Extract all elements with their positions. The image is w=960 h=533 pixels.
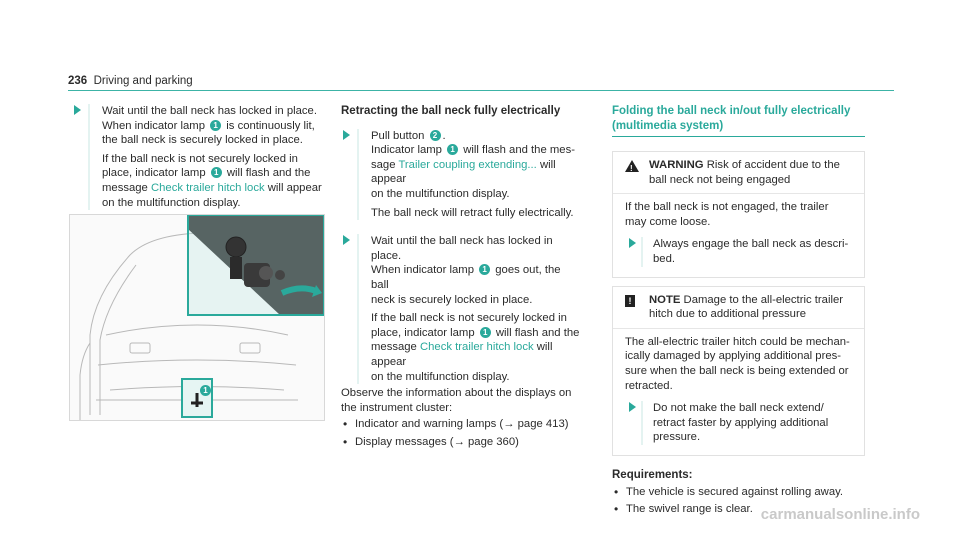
warning-icon xyxy=(625,160,639,172)
indicator-lamp-badge: 1 xyxy=(210,120,221,131)
page-number: 236 xyxy=(68,75,88,87)
list-item: • The swivel range is clear. xyxy=(626,502,865,517)
indicator-lamp-badge: 1 xyxy=(447,144,458,155)
text: When indicator lamp xyxy=(102,119,205,132)
indicator-lamp-badge: 1 xyxy=(479,264,490,275)
text: If the ball neck is not engaged, the trailer xyxy=(625,201,829,214)
warning-body xyxy=(613,194,864,276)
observe-text-2 xyxy=(341,401,581,416)
watermark: carmanualsonline.info xyxy=(760,506,920,524)
message-link[interactable]: Check trailer hitch lock xyxy=(150,181,265,194)
title-line: (multimedia system) xyxy=(612,119,723,137)
warning-step xyxy=(641,237,856,266)
text: may come loose. xyxy=(625,215,711,228)
button-badge: 2 xyxy=(430,130,441,141)
observe-list xyxy=(341,417,581,449)
list-item[interactable]: • Indicator and warning lamps (→ page 413) xyxy=(355,417,581,432)
text: on the multifunction display. xyxy=(371,370,510,383)
text: retract faster by applying additional xyxy=(653,416,829,429)
figure-lamp-badge: 1 xyxy=(200,385,211,396)
indicator-lamp-badge: 1 xyxy=(480,327,491,338)
text: will flash and the mes- xyxy=(463,144,575,157)
step-arrow-icon xyxy=(343,130,350,140)
text: ball neck not being engaged xyxy=(649,173,791,186)
step-arrow-icon xyxy=(629,238,636,248)
section-title-fold xyxy=(612,104,865,137)
text: Damage to the all-electric trailer xyxy=(683,293,844,306)
text: message xyxy=(102,181,148,194)
text: the instrument cluster: xyxy=(341,401,453,414)
text: place, indicator lamp xyxy=(371,326,475,339)
text: If the ball neck is not securely locked in xyxy=(371,312,567,325)
step-arrow-icon xyxy=(74,105,81,115)
text: Pull button xyxy=(371,129,425,142)
text: Wait until the ball neck has locked in place. xyxy=(371,235,553,262)
title-line: Folding the ball neck in/out fully electrically xyxy=(612,105,851,117)
list-item[interactable]: • Display messages (→ page 360) xyxy=(355,435,581,450)
text: will appear xyxy=(371,158,556,186)
text: Do not make the ball neck extend/ xyxy=(653,402,824,415)
note-header xyxy=(613,287,864,329)
header-rule xyxy=(68,90,894,91)
text: The ball neck will retract fully electrically. xyxy=(371,206,574,219)
step-wait-lock-2 xyxy=(357,234,581,384)
text: The all-electric trailer hitch could be mechan- xyxy=(625,335,850,348)
text: goes out, the ball xyxy=(371,264,561,291)
step-arrow-icon xyxy=(629,402,636,412)
note-body xyxy=(613,329,864,455)
message-link[interactable]: Check trailer hitch lock xyxy=(419,341,534,354)
text: hitch due to additional pressure xyxy=(649,308,807,321)
page-header xyxy=(68,74,193,89)
text: place, indicator lamp xyxy=(102,167,206,180)
text: message xyxy=(371,341,417,354)
text: bed. xyxy=(653,252,675,265)
text: is continuously lit, xyxy=(226,119,315,132)
text: ically damaged by applying additional pres- xyxy=(625,350,842,363)
text: neck is securely locked in place. xyxy=(371,293,533,306)
text: If the ball neck is not securely locked in xyxy=(102,152,298,165)
text: on the multifunction display. xyxy=(102,196,241,209)
step-wait-lock xyxy=(88,104,326,210)
note-label: NOTE xyxy=(649,293,681,306)
note-icon: ! xyxy=(625,295,635,307)
text: Indicator lamp xyxy=(371,144,442,157)
text: will appear xyxy=(267,181,322,194)
message-link[interactable]: Trailer coupling extending... xyxy=(398,158,537,171)
column-middle xyxy=(341,104,581,452)
text: Observe the information about the displays on xyxy=(341,387,572,400)
text: Risk of accident due to the xyxy=(706,159,840,171)
list-item: • The vehicle is secured against rolling away. xyxy=(626,485,865,500)
text: sage xyxy=(371,158,396,171)
section-title-retract: Retracting the ball neck fully electrically xyxy=(341,105,561,117)
warning-header xyxy=(613,152,864,194)
text: Always engage the ball neck as descri- xyxy=(653,238,849,251)
observe-text xyxy=(341,386,581,401)
text: will appear xyxy=(371,341,553,368)
text: Wait until the ball neck has locked in place. xyxy=(102,105,317,117)
text: sure when the ball neck is being extended or xyxy=(625,364,849,377)
car-illustration xyxy=(70,215,324,420)
text: the ball neck is securely locked in place. xyxy=(102,134,303,147)
text: will flash and the xyxy=(495,326,580,339)
column-left xyxy=(88,104,326,210)
text: retracted. xyxy=(625,379,673,392)
section-name: Driving and parking xyxy=(93,75,193,87)
text: When indicator lamp xyxy=(371,264,474,277)
text: will flash and the xyxy=(226,167,311,180)
indicator-lamp-badge: 1 xyxy=(211,167,222,178)
step-arrow-icon xyxy=(343,235,350,245)
car-rear-figure xyxy=(69,214,325,421)
note-step xyxy=(641,401,856,445)
text: pressure. xyxy=(653,431,701,444)
text: on the multifunction display. xyxy=(371,187,510,200)
requirements-title: Requirements: xyxy=(612,468,693,481)
warning-box xyxy=(612,151,865,278)
warning-label: WARNING xyxy=(649,159,704,171)
note-box xyxy=(612,286,865,456)
step-pull-button: Pull button 2 . Indicator lamp 1 will flash and the mes- sage Trailer coupling extending... will appear on the multifunction display. The ball neck will retract fully electrically. xyxy=(357,129,581,221)
column-right xyxy=(612,104,865,520)
